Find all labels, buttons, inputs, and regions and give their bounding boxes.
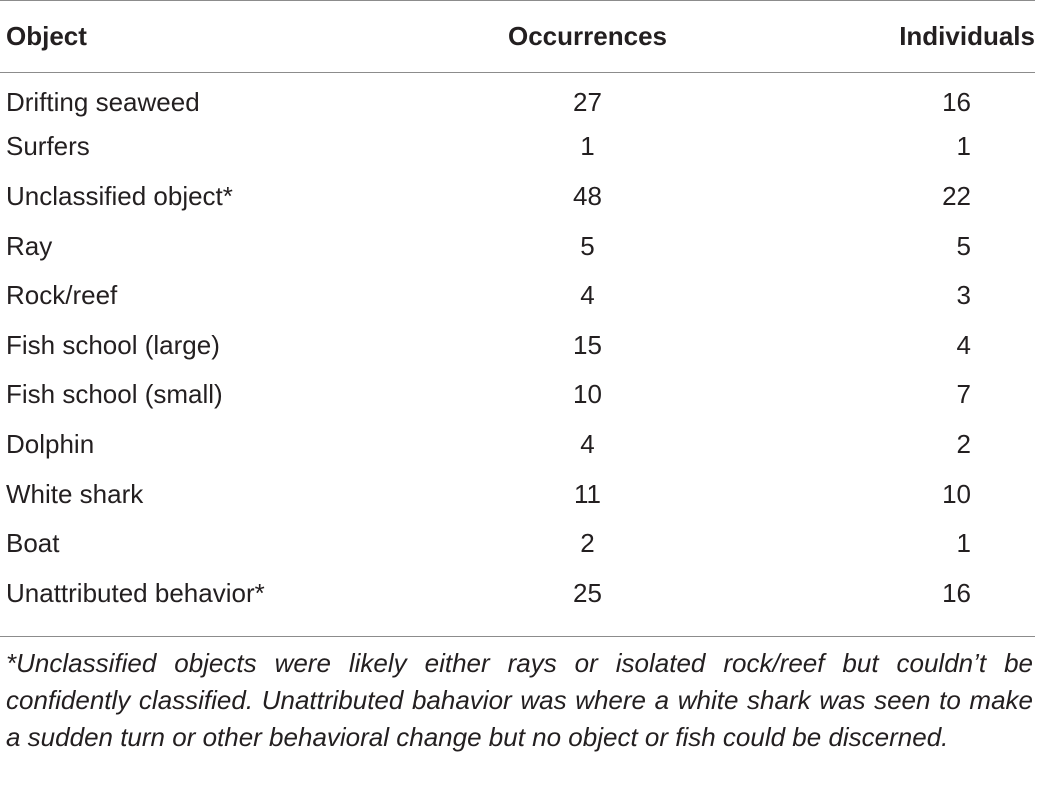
- cell-occurrences: 4: [580, 280, 595, 311]
- cell-occurrences: 11: [574, 478, 601, 509]
- table-header-row: [0, 1, 1035, 73]
- table-row: [0, 271, 1035, 321]
- cell-occurrences: 2: [580, 528, 595, 559]
- cell-occurrences: 48: [573, 180, 602, 211]
- cell-object: Fish school (large): [6, 329, 220, 360]
- table-row: [0, 568, 1035, 618]
- cell-individuals: 22: [942, 180, 971, 211]
- cell-occurrences: 25: [573, 577, 602, 608]
- cell-object: Rock/reef: [6, 280, 118, 311]
- cell-object: Ray: [6, 230, 53, 261]
- cell-object: Fish school (small): [6, 379, 223, 410]
- cell-occurrences: 4: [580, 428, 595, 459]
- cell-occurrences: 15: [573, 329, 602, 360]
- header-individuals: Individuals: [705, 1, 1035, 73]
- table-row: [0, 221, 1035, 271]
- cell-object: Surfers: [6, 131, 90, 162]
- table-row: [0, 469, 1035, 519]
- cell-individuals: 5: [956, 230, 971, 261]
- cell-individuals: 16: [942, 577, 971, 608]
- table-row: [0, 73, 1035, 123]
- cell-occurrences: 5: [580, 230, 595, 261]
- cell-object: Dolphin: [6, 428, 95, 459]
- cell-individuals: 16: [942, 87, 971, 118]
- table-row: [0, 370, 1035, 420]
- table-row: [0, 420, 1035, 470]
- cell-individuals: 7: [956, 379, 971, 410]
- cell-occurrences: 10: [573, 379, 602, 410]
- cell-individuals: 2: [956, 428, 971, 459]
- cell-object: White shark: [6, 478, 144, 509]
- table-row: [0, 172, 1035, 222]
- cell-object: Unattributed behavior*: [6, 577, 265, 608]
- table-row: [0, 122, 1035, 172]
- header-object: Object: [0, 1, 470, 73]
- table-bottom-rule: [0, 636, 1035, 637]
- table-footnote: *Unclassified objects were likely either rays or isolated rock/reef but couldn’t be confidently classified. Unattributed bahavior was where a white shark was seen to make a sudden turn or other behavioral change but no object or fish could be discerned.: [6, 648, 1033, 752]
- cell-individuals: 4: [956, 329, 971, 360]
- header-occurrences: Occurrences: [470, 1, 705, 73]
- cell-individuals: 10: [942, 478, 971, 509]
- cell-occurrences: 27: [573, 87, 602, 118]
- table-row: [0, 519, 1035, 569]
- cell-individuals: 3: [956, 280, 971, 311]
- cell-individuals: 1: [956, 528, 971, 559]
- cell-individuals: 1: [956, 131, 971, 162]
- cell-occurrences: 1: [580, 131, 595, 162]
- cell-object: Unclassified object*: [6, 180, 233, 211]
- cell-object: Boat: [6, 528, 60, 559]
- table-row: [0, 320, 1035, 370]
- cell-object: Drifting seaweed: [6, 87, 200, 118]
